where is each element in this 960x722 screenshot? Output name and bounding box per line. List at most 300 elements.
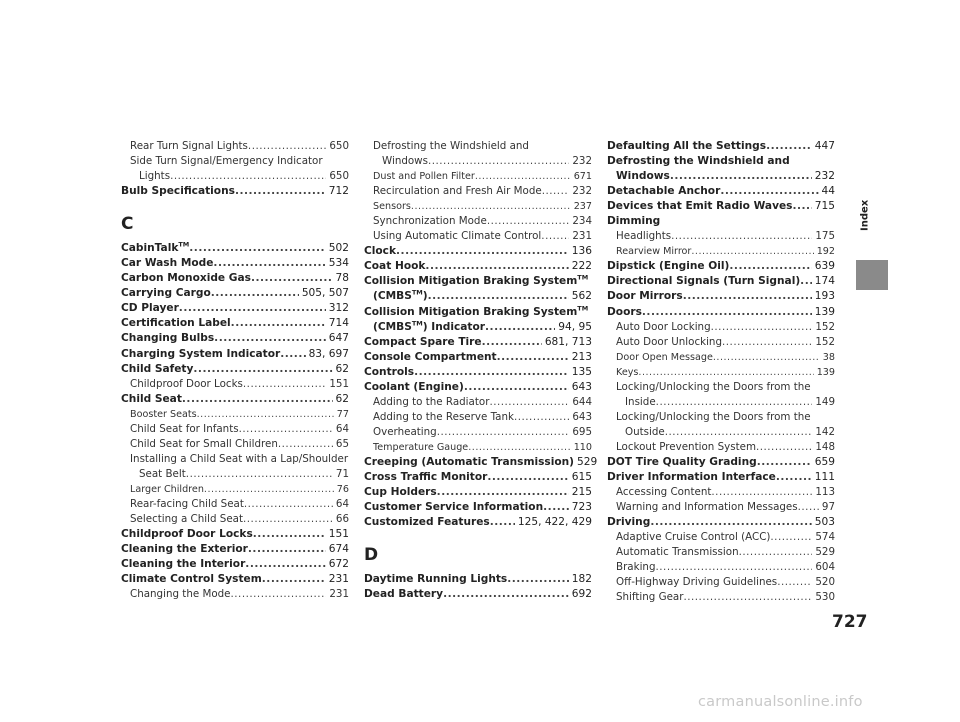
- dot-leader: [650, 515, 811, 530]
- entry-text: Headlights: [616, 230, 672, 243]
- index-entry: [364, 455, 598, 470]
- index-entry: [607, 139, 835, 154]
- dot-leader: [396, 244, 569, 259]
- dot-leader: [243, 377, 326, 392]
- dot-leader: [656, 395, 813, 410]
- entry-text: Coolant (Engine): [364, 380, 464, 393]
- section-letter: C: [121, 214, 134, 235]
- index-entry: [121, 377, 349, 392]
- dot-leader: [186, 467, 333, 482]
- dot-leader: [792, 199, 811, 214]
- entry-text: Rear Turn Signal Lights: [130, 140, 248, 152]
- page-reference: 715: [814, 200, 835, 213]
- entry-text: Child Seat: [121, 392, 182, 405]
- page-reference: 64: [335, 497, 349, 510]
- index-entry: [121, 256, 349, 271]
- dot-leader: [777, 575, 812, 590]
- index-entry: [607, 425, 835, 440]
- dot-leader: [231, 587, 327, 602]
- index-entry: [607, 470, 835, 485]
- dot-leader: [251, 271, 333, 286]
- page-reference: 66: [335, 513, 349, 526]
- index-entry: [364, 572, 592, 587]
- dot-leader: [729, 259, 811, 274]
- index-entry: [364, 515, 592, 530]
- index-entry: [364, 214, 592, 229]
- page-reference: 125, 422, 429: [517, 516, 592, 529]
- index-entry: [121, 301, 349, 316]
- index-entry: [121, 184, 349, 199]
- dot-leader: [800, 274, 812, 289]
- entry-text: Adding to the Reserve Tank: [373, 410, 514, 423]
- index-entry: [364, 289, 592, 304]
- index-entry: [121, 362, 349, 377]
- dot-leader: [235, 184, 326, 199]
- index-entry: [364, 244, 592, 259]
- dot-leader: [711, 320, 813, 335]
- page-reference: 135: [571, 365, 592, 378]
- dot-leader: [711, 485, 812, 500]
- dot-leader: [665, 425, 813, 440]
- entry-text: Climate Control System: [121, 573, 262, 586]
- index-tab-marker: [856, 260, 888, 290]
- dot-leader: [414, 365, 569, 380]
- entry-text: Carrying Cargo: [121, 287, 211, 300]
- page-reference: 237: [573, 201, 592, 213]
- entry-text: Collision Mitigation Braking System: [364, 305, 578, 318]
- dot-leader: [248, 542, 326, 557]
- index-entry: [121, 139, 349, 154]
- entry-text: Dead Battery: [364, 588, 444, 601]
- page-reference: 643: [571, 380, 592, 393]
- dot-leader: [245, 557, 325, 572]
- page-reference: 94, 95: [558, 320, 592, 333]
- entry-text-suffix: ): [422, 290, 428, 303]
- index-entry: [364, 139, 592, 154]
- page-reference: 38: [822, 351, 835, 363]
- index-entry: [607, 560, 835, 575]
- entry-text: Auto Door Unlocking: [616, 335, 722, 348]
- dot-leader: [193, 362, 332, 377]
- entry-text: Overheating: [373, 425, 437, 438]
- index-entry: [364, 587, 592, 602]
- index-entry: [607, 350, 835, 365]
- page-reference: 562: [571, 290, 592, 303]
- page-reference: 650: [329, 170, 349, 183]
- index-entry: [607, 199, 835, 214]
- page-reference: 64: [335, 422, 349, 435]
- page-reference: 139: [816, 366, 835, 378]
- page-reference: 231: [572, 230, 592, 243]
- entry-text: Defrosting the Windshield and: [373, 140, 529, 152]
- entry-text: Bulb Specifications: [121, 185, 235, 198]
- index-entry: [607, 590, 835, 605]
- page-reference: 151: [328, 528, 349, 541]
- entry-text: Braking: [616, 561, 656, 574]
- page-reference: 175: [815, 230, 835, 243]
- index-entry: [121, 497, 349, 512]
- index-entry: [364, 274, 592, 289]
- index-entry: [607, 335, 835, 350]
- dot-leader: [683, 590, 812, 605]
- entry-text: Dipstick (Engine Oil): [607, 260, 730, 273]
- index-entry: [607, 259, 835, 274]
- page-reference: 503: [814, 516, 835, 529]
- entry-text: Synchronization Mode: [373, 215, 487, 228]
- index-entry: [121, 587, 349, 602]
- page-reference: 78: [335, 272, 349, 285]
- index-entry: [121, 557, 349, 572]
- entry-text: Directional Signals (Turn Signal): [607, 275, 801, 288]
- entry-text: Doors: [607, 305, 642, 318]
- page-reference: 192: [816, 246, 835, 258]
- entry-text: Compact Spare Tire: [364, 335, 482, 348]
- entry-text: Side Turn Signal/Emergency Indicator: [130, 155, 323, 168]
- dot-leader: [214, 331, 326, 346]
- dot-leader: [713, 350, 820, 365]
- entry-text: Daytime Running Lights: [364, 573, 508, 586]
- page-reference: 232: [814, 170, 835, 183]
- index-entry: [607, 274, 835, 289]
- entry-text: Temperature Gauge: [373, 441, 469, 453]
- index-entry: [121, 542, 349, 557]
- page-reference: 232: [572, 185, 592, 198]
- index-entry: [121, 512, 349, 527]
- dot-leader: [482, 335, 542, 350]
- entry-text: Warning and Information Messages: [616, 501, 798, 514]
- entry-text: Selecting a Child Seat: [130, 513, 244, 526]
- dot-leader: [770, 530, 812, 545]
- page-reference: 681, 713: [544, 335, 592, 348]
- entry-text: Inside: [625, 395, 656, 408]
- index-entry: [121, 286, 349, 301]
- index-entry: [607, 229, 835, 244]
- trademark-superscript: TM: [577, 303, 589, 312]
- page-reference: 692: [571, 588, 592, 601]
- entry-text: Auto Door Locking: [616, 320, 711, 333]
- entry-text: Car Wash Mode: [121, 257, 214, 270]
- index-entry: [607, 530, 835, 545]
- entry-text: Child Seat for Small Children: [130, 437, 278, 450]
- entry-text: Driving: [607, 516, 651, 529]
- dot-leader: [204, 482, 334, 497]
- page-reference: 639: [814, 260, 835, 273]
- page-reference: 574: [815, 531, 835, 544]
- entry-text: Installing a Child Seat with a Lap/Shoulder: [130, 452, 349, 465]
- index-entry: [121, 422, 349, 437]
- entry-text: Child Seat for Infants: [130, 422, 239, 435]
- index-entry: [364, 154, 592, 169]
- index-entry: [607, 500, 835, 515]
- entry-text: Shifting Gear: [616, 591, 684, 604]
- index-entry: [607, 545, 835, 560]
- dot-leader: [757, 455, 812, 470]
- page-reference: 231: [328, 573, 349, 586]
- index-entry: [364, 380, 592, 395]
- dot-leader: [428, 289, 569, 304]
- page-reference: 142: [815, 425, 835, 438]
- entry-text: Larger Children: [130, 483, 204, 495]
- index-entry: [364, 320, 592, 335]
- dot-leader: [475, 169, 571, 184]
- index-entry: [364, 470, 592, 485]
- index-entry: [607, 154, 835, 169]
- watermark: carmanualsonline.info: [698, 694, 863, 710]
- dot-leader: [670, 169, 812, 184]
- page-reference: 615: [571, 471, 592, 484]
- index-entry: [364, 365, 592, 380]
- page-reference: 71: [335, 467, 349, 480]
- index-entry: [364, 335, 592, 350]
- index-entry: [121, 316, 349, 331]
- trademark-superscript: TM: [411, 319, 423, 328]
- dot-leader: [468, 440, 570, 455]
- dot-leader: [170, 169, 326, 184]
- page-reference: 44: [821, 185, 835, 198]
- index-entry: [607, 515, 835, 530]
- index-column-3: [607, 139, 835, 605]
- dot-leader: [437, 485, 569, 500]
- page-reference: 723: [571, 501, 592, 514]
- index-entry: [121, 241, 349, 256]
- dot-leader: [485, 320, 555, 335]
- entry-text: CD Player: [121, 302, 179, 315]
- page-reference: 152: [815, 335, 835, 348]
- index-column-1: [121, 139, 349, 602]
- entry-text: Cleaning the Exterior: [121, 543, 248, 556]
- index-entry: [607, 395, 835, 410]
- index-entry: [364, 199, 592, 214]
- entry-text: Recirculation and Fresh Air Mode: [373, 185, 542, 198]
- page-reference: 65: [335, 437, 349, 450]
- entry-text: Child Safety: [121, 362, 194, 375]
- index-entry: [364, 350, 592, 365]
- page-reference: 712: [328, 185, 349, 198]
- dot-leader: [182, 392, 333, 407]
- page-reference: 529: [815, 546, 835, 559]
- page-reference: 312: [328, 302, 349, 315]
- index-entry: [607, 455, 835, 470]
- index-entry: [607, 365, 835, 380]
- entry-text: Outside: [625, 425, 665, 438]
- page-reference: 650: [329, 140, 349, 152]
- trademark-superscript: TM: [178, 240, 190, 249]
- entry-text: Adaptive Cruise Control (ACC): [616, 531, 771, 544]
- entry-text: Windows: [616, 170, 670, 183]
- dot-leader: [411, 199, 571, 214]
- dot-leader: [487, 470, 568, 485]
- dot-leader: [489, 395, 569, 410]
- page-reference: 149: [815, 395, 835, 408]
- dot-leader: [443, 587, 569, 602]
- index-entry: [607, 320, 835, 335]
- entry-text: Cup Holders: [364, 486, 437, 499]
- entry-text: Off-Highway Driving Guidelines: [616, 576, 778, 589]
- page-reference: 231: [329, 588, 349, 601]
- index-entry: [607, 169, 835, 184]
- dot-leader: [239, 422, 333, 437]
- dot-leader: [428, 154, 569, 169]
- page-reference: 152: [815, 320, 835, 333]
- index-entry: [121, 154, 349, 169]
- dot-leader: [542, 184, 570, 199]
- entry-text: Changing Bulbs: [121, 332, 215, 345]
- page-reference: 695: [572, 425, 592, 438]
- page-reference: 83, 697: [308, 347, 349, 360]
- page-reference: 151: [329, 377, 349, 390]
- index-entry: [364, 305, 592, 320]
- index-entry: [121, 527, 349, 542]
- dot-leader: [638, 365, 813, 380]
- page-reference: 215: [571, 486, 592, 499]
- entry-text: Childproof Door Locks: [121, 528, 253, 541]
- dot-leader: [213, 256, 325, 271]
- entry-text: Defrosting the Windshield and: [607, 155, 790, 168]
- page-reference: 111: [814, 471, 835, 484]
- page-reference: 714: [328, 317, 349, 330]
- page-reference: 110: [573, 441, 592, 453]
- page-reference: 113: [815, 486, 835, 499]
- entry-text: Childproof Door Locks: [130, 377, 243, 390]
- dot-leader: [507, 572, 569, 587]
- page-reference: 505, 507: [301, 287, 349, 300]
- entry-text: Automatic Transmission: [616, 546, 739, 559]
- entry-text: Certification Label: [121, 317, 231, 330]
- page-reference: 643: [572, 410, 592, 423]
- entry-text: Carbon Monoxide Gas: [121, 272, 251, 285]
- dot-leader: [280, 347, 305, 362]
- entry-text: DOT Tire Quality Grading: [607, 455, 757, 468]
- dot-leader: [244, 497, 333, 512]
- entry-text: Door Open Message: [616, 351, 713, 363]
- index-entry: [364, 229, 592, 244]
- dot-leader: [197, 407, 334, 422]
- entry-text: Locking/Unlocking the Doors from the: [616, 380, 811, 393]
- page-reference: 222: [571, 260, 592, 273]
- dot-leader: [262, 572, 326, 587]
- entry-text: Defaulting All the Settings: [607, 140, 767, 152]
- dot-leader: [739, 545, 813, 560]
- page-reference: 502: [328, 242, 349, 255]
- index-entry: [364, 395, 592, 410]
- entry-text: Driver Information Interface: [607, 471, 776, 484]
- page-reference: 520: [815, 576, 835, 589]
- entry-text: Collision Mitigation Braking System: [364, 275, 578, 288]
- index-entry: [121, 407, 349, 422]
- entry-text: Windows: [382, 155, 428, 168]
- dot-leader: [425, 259, 568, 274]
- page-number: 727: [832, 612, 868, 632]
- entry-text: Devices that Emit Radio Waves: [607, 200, 793, 213]
- index-entry: [607, 410, 835, 425]
- page-reference: 671: [573, 171, 592, 183]
- entry-text: (CMBS: [373, 290, 412, 303]
- dot-leader: [464, 380, 569, 395]
- dot-leader: [211, 286, 299, 301]
- dot-leader: [756, 440, 812, 455]
- index-entry: [607, 575, 835, 590]
- index-entry: [121, 347, 349, 362]
- dot-leader: [487, 214, 570, 229]
- dot-leader: [671, 229, 812, 244]
- entry-text: Clock: [364, 245, 397, 258]
- index-entry: [121, 392, 349, 407]
- page-reference: 529: [577, 455, 598, 468]
- page-reference: 62: [335, 392, 349, 405]
- entry-text: Door Mirrors: [607, 290, 683, 303]
- entry-text: Lockout Prevention System: [616, 440, 756, 453]
- index-entry: [121, 482, 349, 497]
- page-reference: 674: [328, 543, 349, 556]
- dot-leader: [243, 512, 333, 527]
- entry-text: Adding to the Radiator: [373, 395, 490, 408]
- index-entry: [364, 169, 592, 184]
- index-entry: [364, 440, 592, 455]
- index-entry: [121, 271, 349, 286]
- dot-leader: [691, 244, 813, 259]
- dot-leader: [776, 470, 812, 485]
- index-side-tab: Index: [859, 199, 871, 231]
- index-entry: [364, 259, 592, 274]
- entry-text: Accessing Content: [616, 486, 712, 499]
- dot-leader: [490, 515, 515, 530]
- section-letter: D: [364, 545, 379, 566]
- entry-text: Keys: [616, 366, 639, 378]
- dot-leader: [189, 241, 325, 256]
- entry-text-suffix: ) Indicator: [422, 320, 486, 333]
- dot-leader: [253, 527, 326, 542]
- entry-text: Rear-facing Child Seat: [130, 497, 244, 510]
- entry-text: CabinTalk: [121, 242, 179, 255]
- dot-leader: [543, 500, 569, 515]
- page-reference: 139: [814, 305, 835, 318]
- entry-text: Creeping (Automatic Transmission): [364, 455, 575, 468]
- entry-text: Rearview Mirror: [616, 246, 692, 258]
- dot-leader: [179, 301, 326, 316]
- page-reference: 232: [572, 155, 592, 168]
- entry-text: Booster Seats: [130, 408, 197, 420]
- dot-leader: [683, 289, 812, 304]
- dot-leader: [766, 139, 812, 154]
- page-reference: 62: [335, 362, 349, 375]
- index-entry: [121, 331, 349, 346]
- page-reference: 647: [328, 332, 349, 345]
- entry-text: Customized Features: [364, 516, 490, 529]
- page-reference: 76: [336, 483, 349, 495]
- page-reference: 182: [571, 573, 592, 586]
- entry-text: Changing the Mode: [130, 588, 231, 601]
- dot-leader: [278, 437, 333, 452]
- dot-leader: [656, 560, 813, 575]
- dot-leader: [798, 500, 819, 515]
- page-reference: 604: [815, 561, 835, 574]
- entry-text: Customer Service Information: [364, 501, 544, 514]
- index-entry: [121, 467, 349, 482]
- index-entry: [607, 184, 835, 199]
- entry-text: Seat Belt: [139, 467, 186, 480]
- index-entry: [607, 305, 835, 320]
- page-reference: 136: [571, 245, 592, 258]
- page-reference: 174: [814, 275, 835, 288]
- page-reference: 447: [814, 140, 835, 152]
- index-entry: [607, 440, 835, 455]
- dot-leader: [497, 350, 569, 365]
- entry-text: Console Compartment: [364, 350, 497, 363]
- entry-text: Locking/Unlocking the Doors from the: [616, 410, 811, 423]
- index-entry: [607, 289, 835, 304]
- page-reference: 193: [814, 290, 835, 303]
- entry-text: Using Automatic Climate Control: [373, 230, 542, 243]
